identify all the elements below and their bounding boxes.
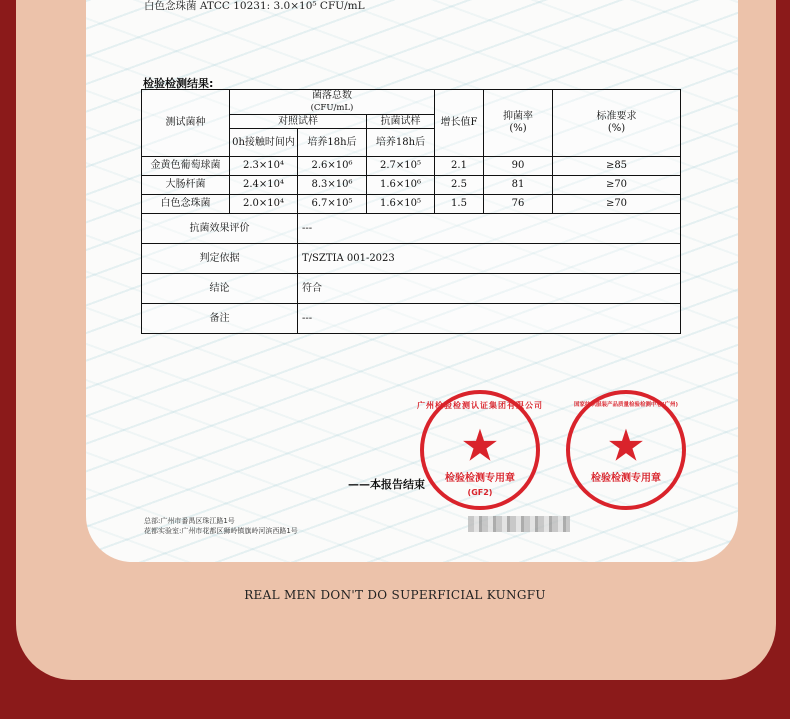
inhibit-rate-cell: 81 (484, 176, 553, 195)
table-row (142, 195, 681, 214)
header-standard-label: 标准要求 (596, 111, 637, 122)
standard-cell: ≥85 (553, 157, 681, 176)
header-0h: 0h接触时间内 (230, 129, 298, 157)
testing-seal-1 (417, 390, 543, 510)
header-colony-total (230, 90, 435, 115)
strain-cell: 金黄色葡萄球菌 (142, 157, 230, 176)
slogan: REAL MEN DON'T DO SUPERFICIAL KUNGFU (244, 588, 546, 602)
conclusion-value: 符合 (298, 274, 681, 304)
standard-cell: ≥70 (553, 195, 681, 214)
control-0h-cell: 2.3×10⁴ (230, 157, 298, 176)
strain-cell: 大肠杆菌 (142, 176, 230, 195)
header-growth: 增长值F (435, 90, 484, 157)
header-colony-unit: (CFU/mL) (310, 103, 354, 113)
seal-1-code: (GF2) (467, 488, 493, 497)
report-end-text: ——本报告结束 (348, 478, 425, 491)
header-inhibit-label: 抑菌率 (503, 111, 533, 122)
header-antibacterial: 抗菌试样 (367, 115, 435, 129)
header-18h-control: 培养18h后 (298, 129, 367, 157)
antibacterial-18h-cell: 2.7×10⁵ (367, 157, 435, 176)
strain-cell: 白色念珠菌 (142, 195, 230, 214)
results-heading: 检验检测结果: (143, 77, 214, 90)
header-standard-unit: (%) (607, 123, 626, 134)
address-lab: 花都实验室:广州市花都区狮岭镇旗岭河滨西路1号 (144, 527, 298, 535)
seal-2-ring-text: 国家纺织服装产品质量检验检测中心(广州) (573, 402, 679, 408)
table-row (142, 157, 681, 176)
eval-label: 抗菌效果评价 (142, 214, 298, 244)
header-18h-antibacterial: 培养18h后 (367, 129, 435, 157)
control-0h-cell: 2.0×10⁴ (230, 195, 298, 214)
content-panel (16, 0, 776, 680)
control-0h-cell: 2.4×10⁴ (230, 176, 298, 195)
header-inhibit (484, 90, 553, 157)
test-report-document (86, 0, 738, 562)
star-icon: ★ (460, 420, 500, 472)
remark-label: 备注 (142, 304, 298, 334)
blurred-contact-info (468, 516, 570, 532)
eval-value: --- (298, 214, 681, 244)
control-18h-cell: 8.3×10⁶ (298, 176, 367, 195)
star-icon: ★ (606, 420, 646, 472)
header-strain: 测试菌种 (142, 90, 230, 157)
growth-cell: 2.5 (435, 176, 484, 195)
standard-cell: ≥70 (553, 176, 681, 195)
results-table (141, 89, 681, 334)
antibacterial-18h-cell: 1.6×10⁵ (367, 195, 435, 214)
growth-cell: 2.1 (435, 157, 484, 176)
seal-2-bottom-text: 检验检测专用章 (591, 473, 661, 484)
seal-1-ring-text: 广州检验检测认证集团有限公司 (417, 401, 543, 410)
table-row (142, 176, 681, 195)
header-control: 对照试样 (230, 115, 367, 129)
inhibit-rate-cell: 90 (484, 157, 553, 176)
basis-value: T/SZTIA 001-2023 (298, 244, 681, 274)
antibacterial-18h-cell: 1.6×10⁶ (367, 176, 435, 195)
header-inhibit-unit: (%) (509, 123, 527, 134)
remark-value: --- (298, 304, 681, 334)
seal-1-bottom-text: 检验检测专用章 (445, 473, 515, 484)
inhibit-rate-cell: 76 (484, 195, 553, 214)
growth-cell: 1.5 (435, 195, 484, 214)
control-18h-cell: 2.6×10⁶ (298, 157, 367, 176)
control-18h-cell: 6.7×10⁵ (298, 195, 367, 214)
testing-seal-2 (566, 390, 686, 510)
header-standard (553, 90, 681, 157)
conclusion-label: 结论 (142, 274, 298, 304)
header-colony-total-label: 菌落总数 (312, 90, 352, 101)
strain-concentration-line: 白色念珠菌 ATCC 10231: 3.0×10⁵ CFU/mL (144, 0, 365, 12)
basis-label: 判定依据 (142, 244, 298, 274)
address-hq: 总部:广州市番禺区珠江路1号 (144, 517, 235, 525)
